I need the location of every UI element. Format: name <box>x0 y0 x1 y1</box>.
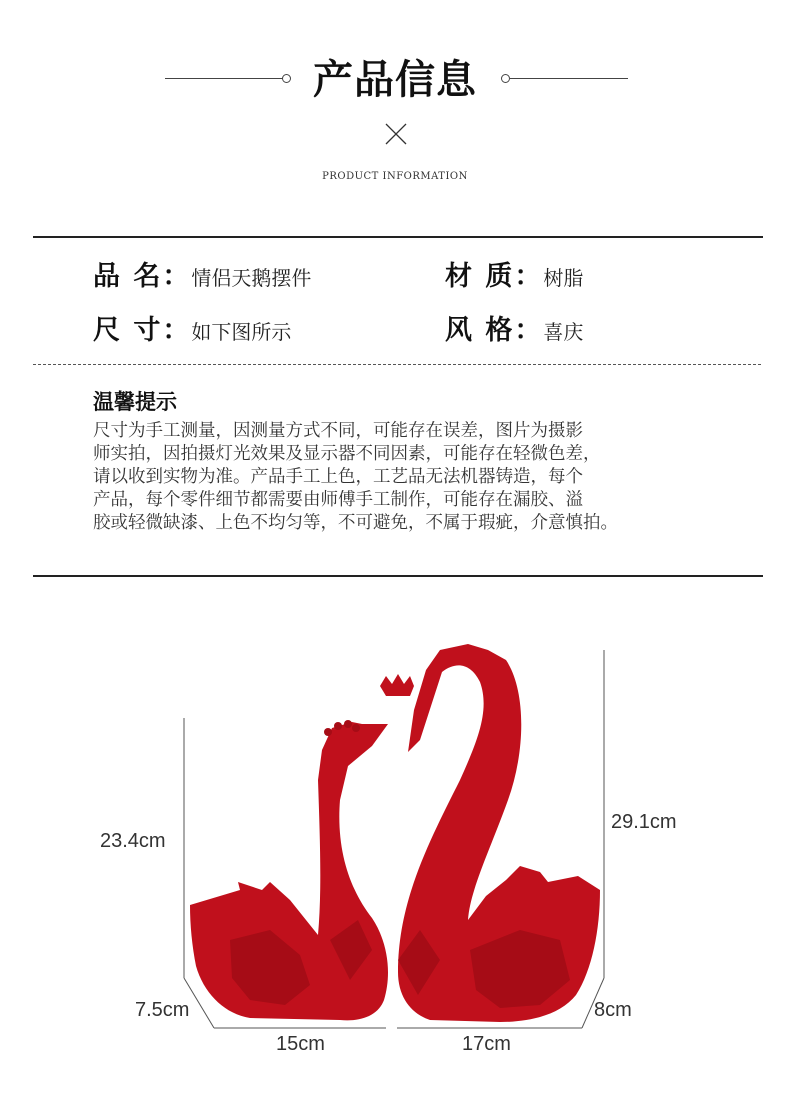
section-rule-bottom <box>33 575 763 577</box>
small-swan-depth-label: 7.5cm <box>135 999 190 1021</box>
section-rule-top <box>33 236 763 238</box>
spec-style-value: 喜庆 <box>543 320 584 344</box>
page-subtitle: PRODUCT INFORMATION <box>322 171 468 182</box>
large-swan-depth-label: 8cm <box>594 999 632 1021</box>
spec-size <box>93 316 291 347</box>
spec-style-label: 风 格： <box>445 315 544 346</box>
page-title: 产品信息 <box>313 57 477 103</box>
dashed-divider <box>33 364 761 365</box>
large-swan-width-label: 17cm <box>462 1033 511 1055</box>
spec-name-value: 情侣天鹅摆件 <box>191 266 312 290</box>
spec-size-label: 尺 寸： <box>93 315 192 346</box>
spec-name <box>93 262 311 293</box>
tips-body: 尺寸为手工测量，因测量方式不同，可能存在误差，图片为摄影 师实拍，因拍摄灯光效果及显示器不同因素，可能存在轻微色差， 请以收到实物为准。产品手工上色，工艺品无法机器铸造，每个 产品，每个零件细节都需要由师傅手工制作，可能存在漏胶、溢 胶或轻微缺漆、上色不均匀等，不可避免，不属于瑕疵，介意慎拍。 <box>93 421 618 533</box>
header-dot-right <box>501 74 510 83</box>
product-dimension-figure <box>0 600 790 1098</box>
spec-material <box>445 262 583 293</box>
small-swan-height-label: 23.4cm <box>100 830 166 852</box>
large-swan-height-label: 29.1cm <box>611 811 677 833</box>
spec-material-value: 树脂 <box>543 266 584 290</box>
header-dot-left <box>282 74 291 83</box>
spec-style <box>445 316 583 347</box>
large-swan-image <box>380 644 600 1022</box>
small-swan-width-label: 15cm <box>276 1033 325 1055</box>
cross-icon <box>384 122 408 146</box>
spec-material-label: 材 质： <box>445 261 544 292</box>
header-divider-left <box>165 78 283 79</box>
spec-size-value: 如下图所示 <box>191 320 292 344</box>
small-swan-image <box>190 720 388 1020</box>
spec-name-label: 品 名： <box>93 261 192 292</box>
header-divider-right <box>510 78 628 79</box>
tips-title: 温馨提示 <box>93 390 177 414</box>
